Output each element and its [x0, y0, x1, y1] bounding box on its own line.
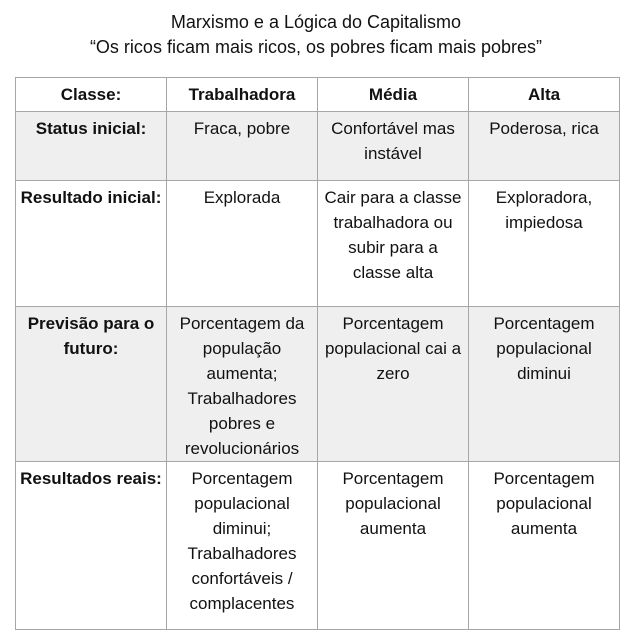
table-cell: Porcentagem da população aumenta; Trabalhadores pobres e revolucionários [167, 307, 318, 462]
header-cell-upper: Alta [469, 78, 620, 112]
row-label: Status inicial: [16, 112, 167, 181]
table-cell: Porcentagem populacional cai a zero [318, 307, 469, 462]
header-cell-class: Classe: [16, 78, 167, 112]
table-cell: Confortável mas instável [318, 112, 469, 181]
title-line-2: “Os ricos ficam mais ricos, os pobres ficam mais pobres” [89, 37, 543, 57]
class-comparison-table [15, 77, 620, 630]
table-cell: Porcentagem populacional diminui; Trabalhadores confortáveis / complacentes [167, 462, 318, 630]
table-cell: Porcentagem populacional diminui [469, 307, 620, 462]
table-cell: Cair para a classe trabalhadora ou subir para a classe alta [318, 181, 469, 307]
table-cell: Exploradora, impiedosa [469, 181, 620, 307]
table-row [16, 112, 620, 181]
document-title [0, 10, 632, 60]
header-cell-middle: Média [318, 78, 469, 112]
table-cell: Fraca, pobre [167, 112, 318, 181]
table-cell: Porcentagem populacional aumenta [318, 462, 469, 630]
table-row [16, 181, 620, 307]
row-label: Previsão para o futuro: [16, 307, 167, 462]
table-cell: Poderosa, rica [469, 112, 620, 181]
row-label: Resultado inicial: [16, 181, 167, 307]
table-header-row [16, 78, 620, 112]
table-cell: Porcentagem populacional aumenta [469, 462, 620, 630]
table-row [16, 462, 620, 630]
title-line-1: Marxismo e a Lógica do Capitalismo [170, 12, 462, 32]
table-row [16, 307, 620, 462]
table-cell: Explorada [167, 181, 318, 307]
row-label: Resultados reais: [16, 462, 167, 630]
header-cell-working: Trabalhadora [167, 78, 318, 112]
